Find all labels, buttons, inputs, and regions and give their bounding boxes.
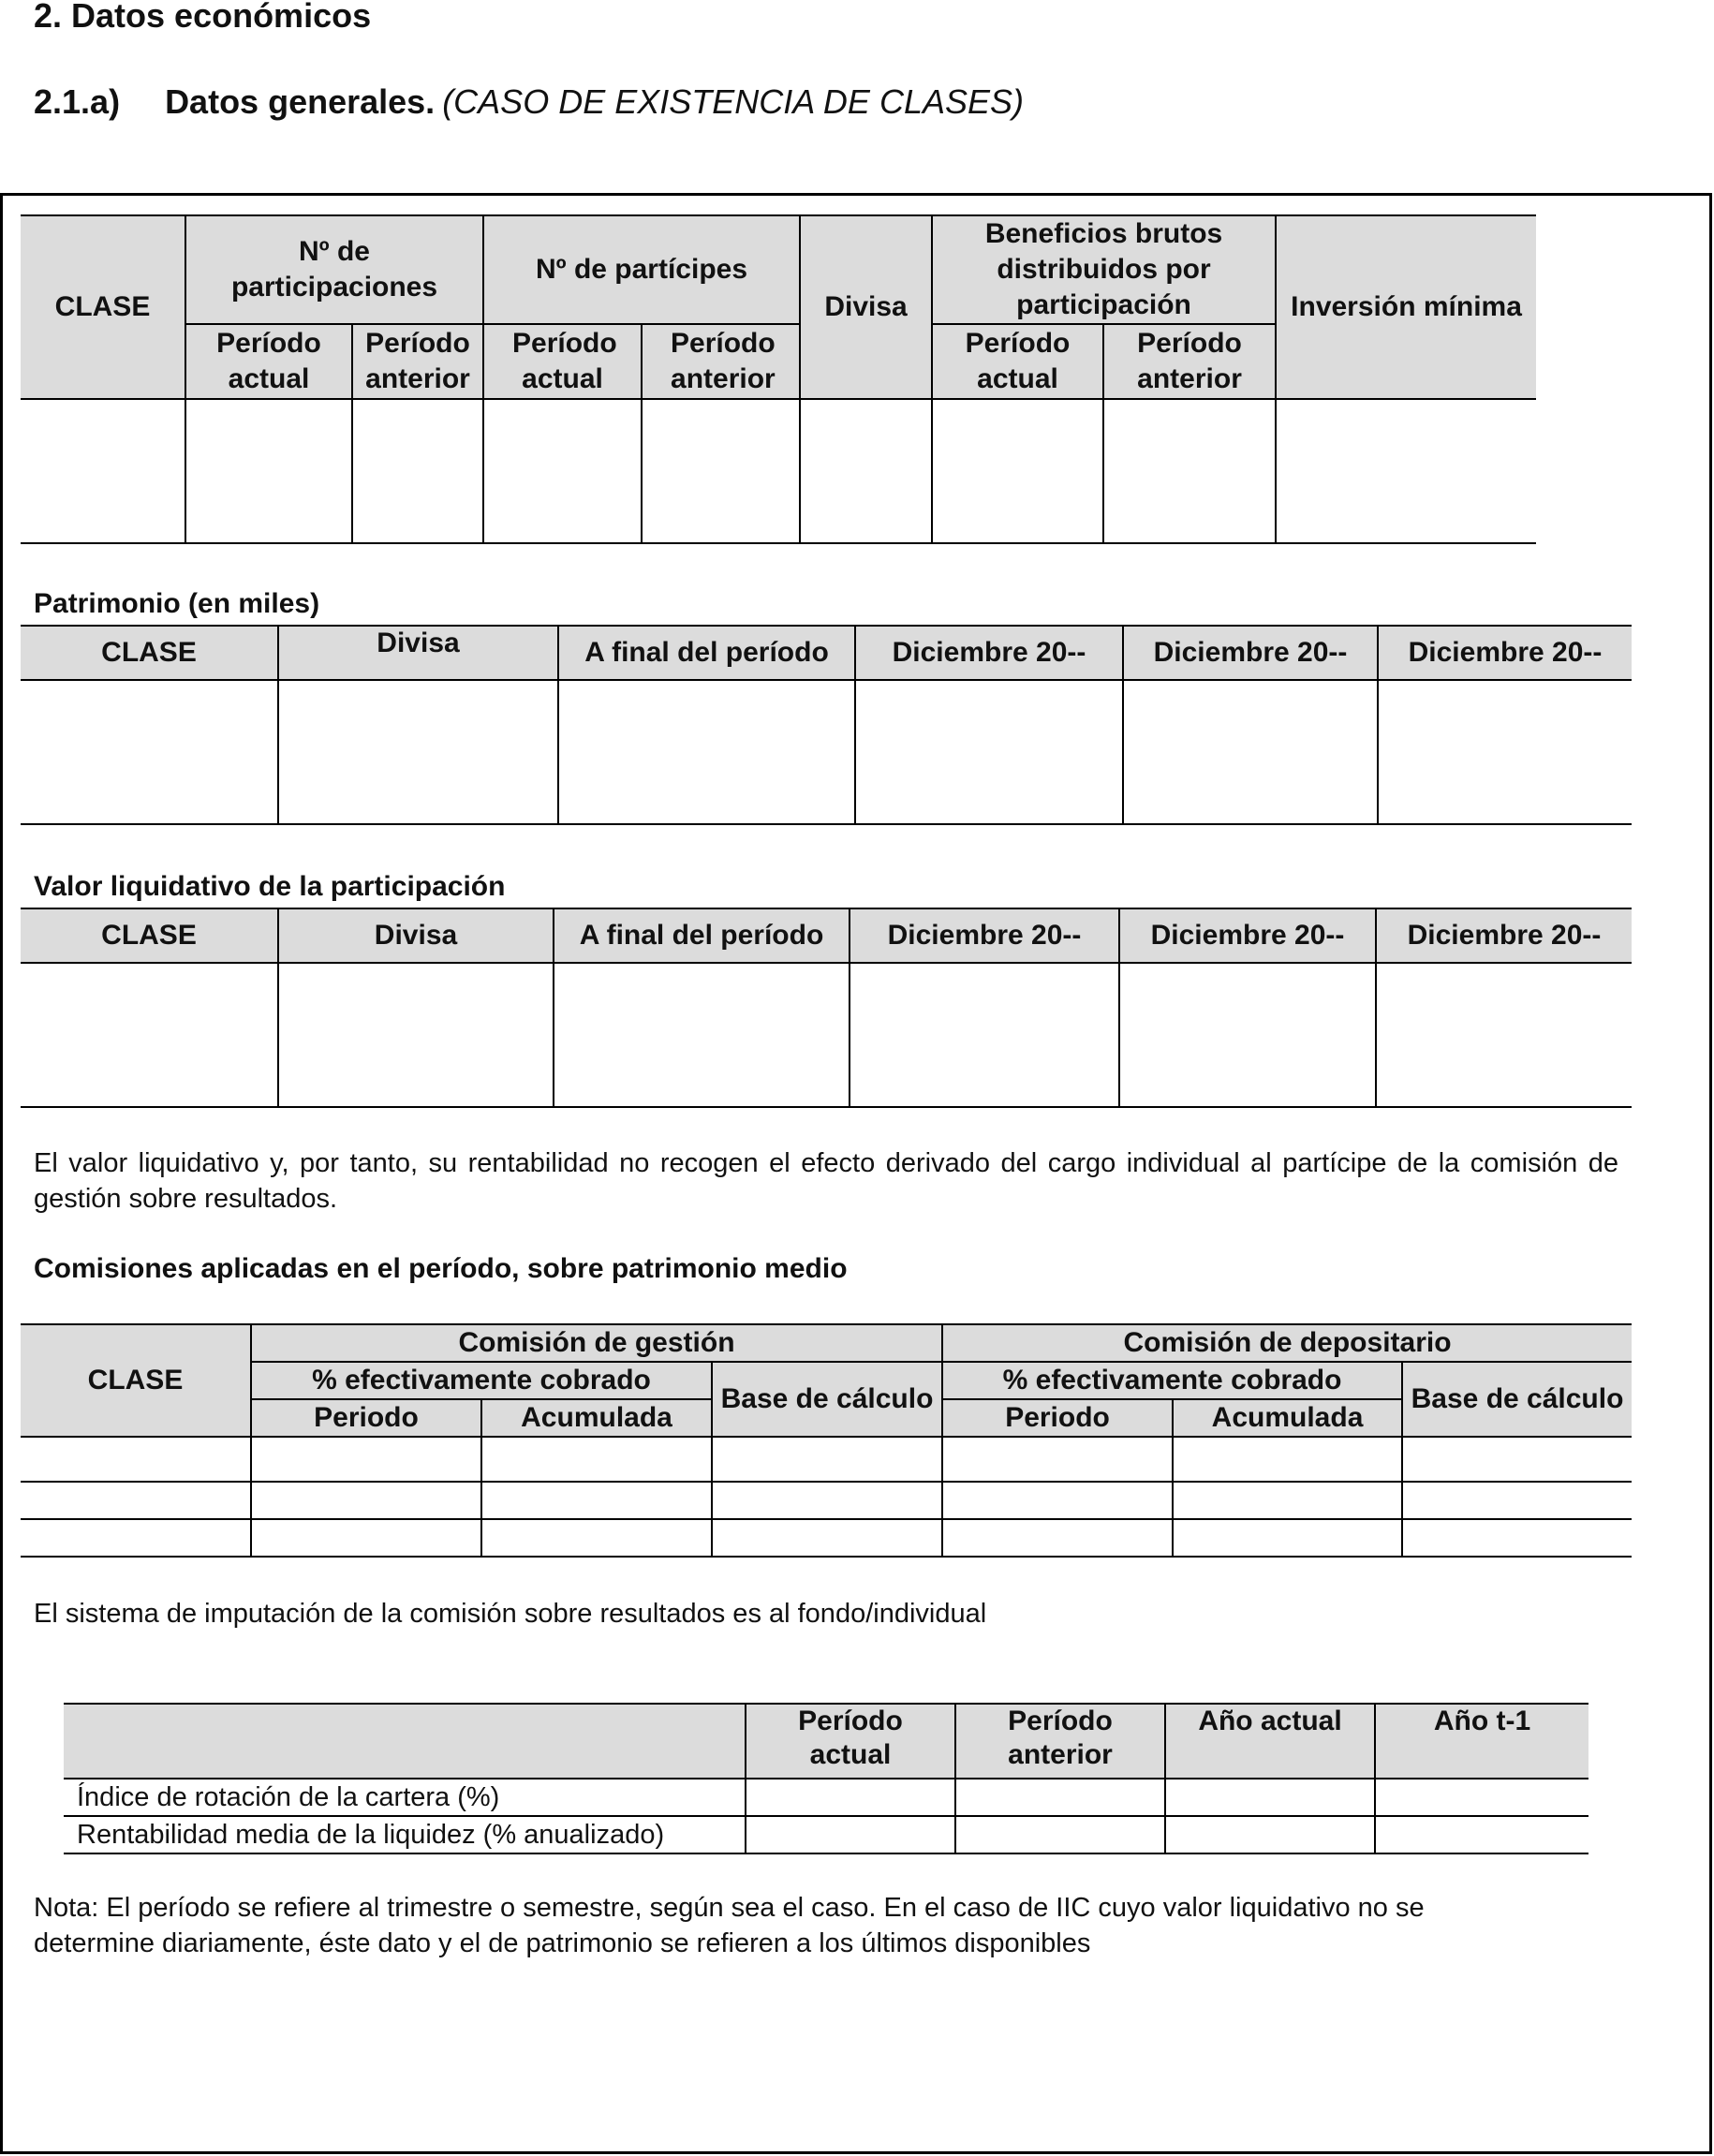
gestion-header-efectivamente: % efectivamente cobrado (251, 1362, 712, 1399)
cell (21, 1482, 251, 1519)
cell (942, 1482, 1173, 1519)
cell (1402, 1437, 1632, 1482)
depositario-header-efectivamente: % efectivamente cobrado (942, 1362, 1402, 1399)
cell (483, 399, 642, 543)
note-valor-liquidativo: El valor liquidativo y, por tanto, su rentabilidad no recogen el efecto derivado del cargo individual al partícipe de la comisión de gestión sobre resultados. (34, 1148, 1618, 1214)
cell (558, 680, 855, 824)
header-inversion-minima: Inversión mínima (1276, 215, 1536, 399)
cell (942, 1519, 1173, 1557)
cell (1375, 1779, 1588, 1816)
header-divisa: Divisa (800, 215, 932, 399)
cell (955, 1816, 1165, 1853)
cell (746, 1816, 955, 1853)
cell (21, 1519, 251, 1557)
table-row (21, 1519, 1632, 1557)
rotacion-header-periodo-actual: Período actual (746, 1704, 955, 1779)
cell (1173, 1437, 1402, 1482)
cell (712, 1482, 942, 1519)
gestion-header-periodo: Periodo (251, 1399, 481, 1437)
valor-header-dic-2: Diciembre 20-- (1119, 908, 1376, 963)
header-beneficios-anterior: Período anterior (1103, 324, 1276, 399)
patrimonio-header-final: A final del período (558, 626, 855, 680)
cell (185, 399, 352, 543)
comisiones-caption: Comisiones aplicadas en el período, sobre patrimonio medio (34, 1253, 848, 1284)
patrimonio-table (21, 625, 1632, 825)
cell (21, 680, 278, 824)
cell (932, 399, 1103, 543)
table-row (64, 1779, 1588, 1816)
valor-caption: Valor liquidativo de la participación (34, 871, 506, 902)
patrimonio-header-dic-1: Diciembre 20-- (855, 626, 1123, 680)
cell (1375, 1816, 1588, 1853)
cell (1378, 680, 1632, 824)
gestion-header-base: Base de cálculo (712, 1362, 942, 1437)
gestion-header-acumulada: Acumulada (481, 1399, 712, 1437)
table-row (64, 1816, 1588, 1853)
comisiones-header-gestion: Comisión de gestión (251, 1324, 942, 1362)
patrimonio-header-dic-2: Diciembre 20-- (1123, 626, 1378, 680)
depositario-header-acumulada: Acumulada (1173, 1399, 1402, 1437)
cell (21, 1437, 251, 1482)
header-participes: Nº de partícipes (483, 215, 800, 324)
valor-header-divisa: Divisa (278, 908, 554, 963)
rotacion-header-periodo-anterior: Período anterior (955, 1704, 1165, 1779)
table-row (21, 1437, 1632, 1482)
header-participes-actual: Período actual (483, 324, 642, 399)
note-sistema-imputacion: El sistema de imputación de la comisión sobre resultados es al fondo/individual (34, 1599, 987, 1629)
subsection-number: 2.1.a) (34, 82, 121, 121)
rotacion-header-ano-t1: Año t-1 (1375, 1704, 1588, 1779)
cell (1165, 1816, 1375, 1853)
cell (746, 1779, 955, 1816)
cell (251, 1482, 481, 1519)
header-participes-anterior: Período anterior (642, 324, 800, 399)
cell (955, 1779, 1165, 1816)
cell (1276, 399, 1536, 543)
patrimonio-header-dic-3: Diciembre 20-- (1378, 626, 1632, 680)
rotacion-table (64, 1703, 1588, 1854)
cell (1173, 1482, 1402, 1519)
patrimonio-header-divisa: Divisa (278, 626, 558, 680)
cell (1376, 963, 1632, 1107)
comisiones-table (21, 1323, 1632, 1558)
cell (251, 1437, 481, 1482)
header-beneficios-actual: Período actual (932, 324, 1103, 399)
cell (21, 399, 185, 543)
depositario-header-periodo: Periodo (942, 1399, 1173, 1437)
cell (1123, 680, 1378, 824)
rotacion-header-blank (64, 1704, 746, 1779)
section-title: 2. Datos económicos (34, 0, 372, 35)
cell (712, 1437, 942, 1482)
cell (554, 963, 850, 1107)
valor-header-dic-1: Diciembre 20-- (850, 908, 1119, 963)
cell (712, 1519, 942, 1557)
cell (481, 1482, 712, 1519)
cell (942, 1437, 1173, 1482)
valor-header-clase: CLASE (21, 908, 278, 963)
row-label-rentabilidad: Rentabilidad media de la liquidez (% anualizado) (64, 1816, 746, 1853)
subsection-title: Datos generales. (165, 82, 436, 121)
cell (1119, 963, 1376, 1107)
header-participaciones-actual: Período actual (185, 324, 352, 399)
cell (1103, 399, 1276, 543)
cell (21, 963, 278, 1107)
cell (352, 399, 483, 543)
cell (481, 1519, 712, 1557)
depositario-header-base: Base de cálculo (1402, 1362, 1632, 1437)
patrimonio-header-clase: CLASE (21, 626, 278, 680)
comisiones-header-depositario: Comisión de depositario (942, 1324, 1632, 1362)
table-row (21, 1482, 1632, 1519)
cell (278, 963, 554, 1107)
valor-header-final: A final del período (554, 908, 850, 963)
header-beneficios: Beneficios brutos distribuidos por participación (932, 215, 1276, 324)
table-row (21, 680, 1632, 824)
patrimonio-caption: Patrimonio (en miles) (34, 588, 320, 619)
cell (1165, 1779, 1375, 1816)
header-participaciones-anterior: Período anterior (352, 324, 483, 399)
cell (278, 680, 558, 824)
rotacion-header-ano-actual: Año actual (1165, 1704, 1375, 1779)
table-row (21, 399, 1536, 543)
comisiones-header-clase: CLASE (21, 1324, 251, 1437)
cell (1402, 1519, 1632, 1557)
table-row (21, 963, 1632, 1107)
nota-final: Nota: El período se refiere al trimestre o semestre, según sea el caso. En el caso de IIC cuyo valor liquidativo no se determine diariamente, éste dato y el de patrimonio se refieren a los últimos disponibles (34, 1893, 1425, 1958)
subsection-heading (34, 82, 1024, 122)
cell (481, 1437, 712, 1482)
row-label-rotacion: Índice de rotación de la cartera (%) (64, 1779, 746, 1816)
header-participaciones: Nº de participaciones (185, 215, 483, 324)
cell (800, 399, 932, 543)
cell (855, 680, 1123, 824)
subsection-note: (CASO DE EXISTENCIA DE CLASES) (442, 82, 1024, 121)
header-clase: CLASE (21, 215, 185, 399)
cell (251, 1519, 481, 1557)
datos-generales-table (21, 214, 1536, 544)
valor-header-dic-3: Diciembre 20-- (1376, 908, 1632, 963)
cell (1402, 1482, 1632, 1519)
cell (1173, 1519, 1402, 1557)
cell (642, 399, 800, 543)
cell (850, 963, 1119, 1107)
valor-liquidativo-table (21, 908, 1632, 1108)
